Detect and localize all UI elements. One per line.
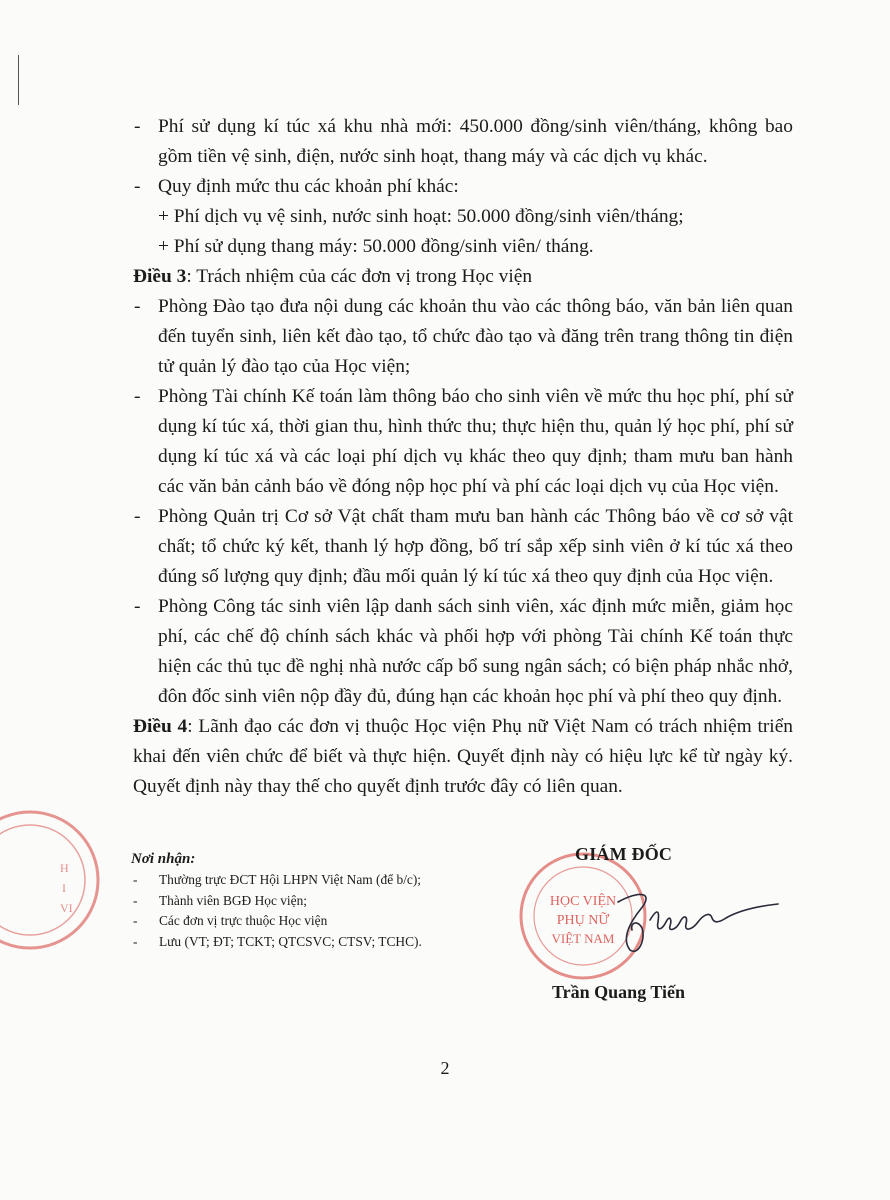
list-item (133, 292, 793, 382)
page-number: 2 (440, 1058, 450, 1078)
svg-text:VI: VI (60, 901, 73, 915)
seal-line-2: PHỤ NỮ (556, 913, 610, 928)
item-text: Phòng Công tác sinh viên lập danh sách sinh viên, xác định mức miễn, giảm học phí, các chế độ chính sách khác và phối hợp với phòng Tài chính Kế toán thực hiện các thủ tục đề nghị nhà nước cấp bổ sung ngân sách; có biện pháp nhắc nhở, đôn đốc sinh viên nộp đầy đủ, đúng hạn các khoản học phí và phí theo quy định. (158, 596, 793, 707)
bullet-dash: - (133, 913, 138, 928)
list-item (133, 502, 793, 592)
bullet-dash: - (133, 933, 138, 949)
item-text: Phòng Đào tạo đưa nội dung các khoản thu vào các thông báo, văn bản liên quan đến tuyển sinh, liên kết đào tạo, tổ chức đào tạo và đăng trên trang thông tin điện tử quản lý đào tạo của Học viện; (158, 296, 793, 377)
article-4-label: Điều 4 (133, 716, 188, 737)
bullet-dash: - (133, 872, 138, 887)
svg-text:I: I (62, 881, 66, 895)
recipient-item (131, 891, 511, 912)
signature-title: GIÁM ĐỐC (575, 844, 673, 864)
signer-name: Trần Quang Tiến (552, 982, 686, 1002)
recipient-item (131, 911, 511, 932)
seal-line-3: VIỆT NAM (551, 931, 615, 946)
recipient-text: Thành viên BGĐ Học viện; (159, 892, 308, 908)
list-item (133, 172, 793, 202)
article-3-heading (133, 262, 793, 292)
item-text: Quy định mức thu các khoản phí khác: (158, 176, 459, 197)
item-text: Phí sử dụng kí túc xá khu nhà mới: 450.000 đồng/sinh viên/tháng, không bao gồm tiền vệ sinh, điện, nước sinh hoạt, thang máy và các dịch vụ khác. (158, 116, 793, 167)
bullet-dash: - (134, 296, 141, 317)
list-item (133, 592, 793, 712)
recipient-item (131, 870, 511, 891)
article-3-label: Điều 3 (133, 266, 187, 287)
bullet-dash: - (134, 176, 141, 197)
recipient-item (131, 932, 511, 953)
bullet-dash: - (134, 506, 141, 527)
bullet-dash: - (134, 386, 141, 407)
sub-item: + Phí sử dụng thang máy: 50.000 đồng/sinh viên/ tháng. (158, 236, 594, 257)
recipient-text: Lưu (VT; ĐT; TCKT; QTCSVC; CTSV; TCHC). (159, 933, 422, 949)
handwritten-signature (600, 880, 780, 960)
svg-text:H: H (60, 861, 69, 875)
article-3-text: : Trách nhiệm của các đơn vị trong Học viện (186, 266, 533, 287)
recipient-text: Các đơn vị trực thuộc Học viện (159, 913, 328, 928)
item-text: Phòng Quản trị Cơ sở Vật chất tham mưu ban hành các Thông báo về cơ sở vật chất; tổ chức ký kết, thanh lý hợp đồng, bố trí sắp xếp sinh viên ở kí túc xá theo đúng số lượng quy định; đầu mối quản lý kí túc xá theo quy định của Học viện. (158, 506, 793, 587)
article-4-text: : Lãnh đạo các đơn vị thuộc Học viện Phụ nữ Việt Nam có trách nhiệm triển khai đến viên chức để biết và thực hiện. Quyết định này có hiệu lực kể từ ngày ký. Quyết định này thay thế cho quyết định trước đây có liên quan. (133, 716, 793, 797)
recipients-block (131, 848, 511, 952)
scan-edge-line (18, 55, 19, 105)
recipient-text: Thường trực ĐCT Hội LHPN Việt Nam (để b/c); (159, 872, 422, 887)
article-4-paragraph (133, 712, 793, 802)
sub-item: + Phí dịch vụ vệ sinh, nước sinh hoạt: 50.000 đồng/sinh viên/tháng; (158, 206, 684, 227)
recipients-title: Nơi nhận: (131, 851, 196, 867)
document-body (133, 112, 793, 802)
left-seal-stamp (0, 800, 110, 960)
list-item (133, 382, 793, 502)
seal-line-1: HỌC VIỆN (549, 894, 617, 909)
list-item (133, 112, 793, 172)
bullet-dash: - (134, 116, 141, 137)
bullet-dash: - (133, 892, 138, 908)
bullet-dash: - (134, 596, 141, 617)
item-text: Phòng Tài chính Kế toán làm thông báo cho sinh viên về mức thu học phí, phí sử dụng kí túc xá, thời gian thu, hình thức thu; thực hiện thu, quản lý học phí, phí sử dụng kí túc xá và các loại phí dịch vụ khác theo quy định; tham mưu ban hành các văn bản cảnh báo về đóng nộp học phí và phí các loại dịch vụ của Học viện. (158, 386, 793, 497)
